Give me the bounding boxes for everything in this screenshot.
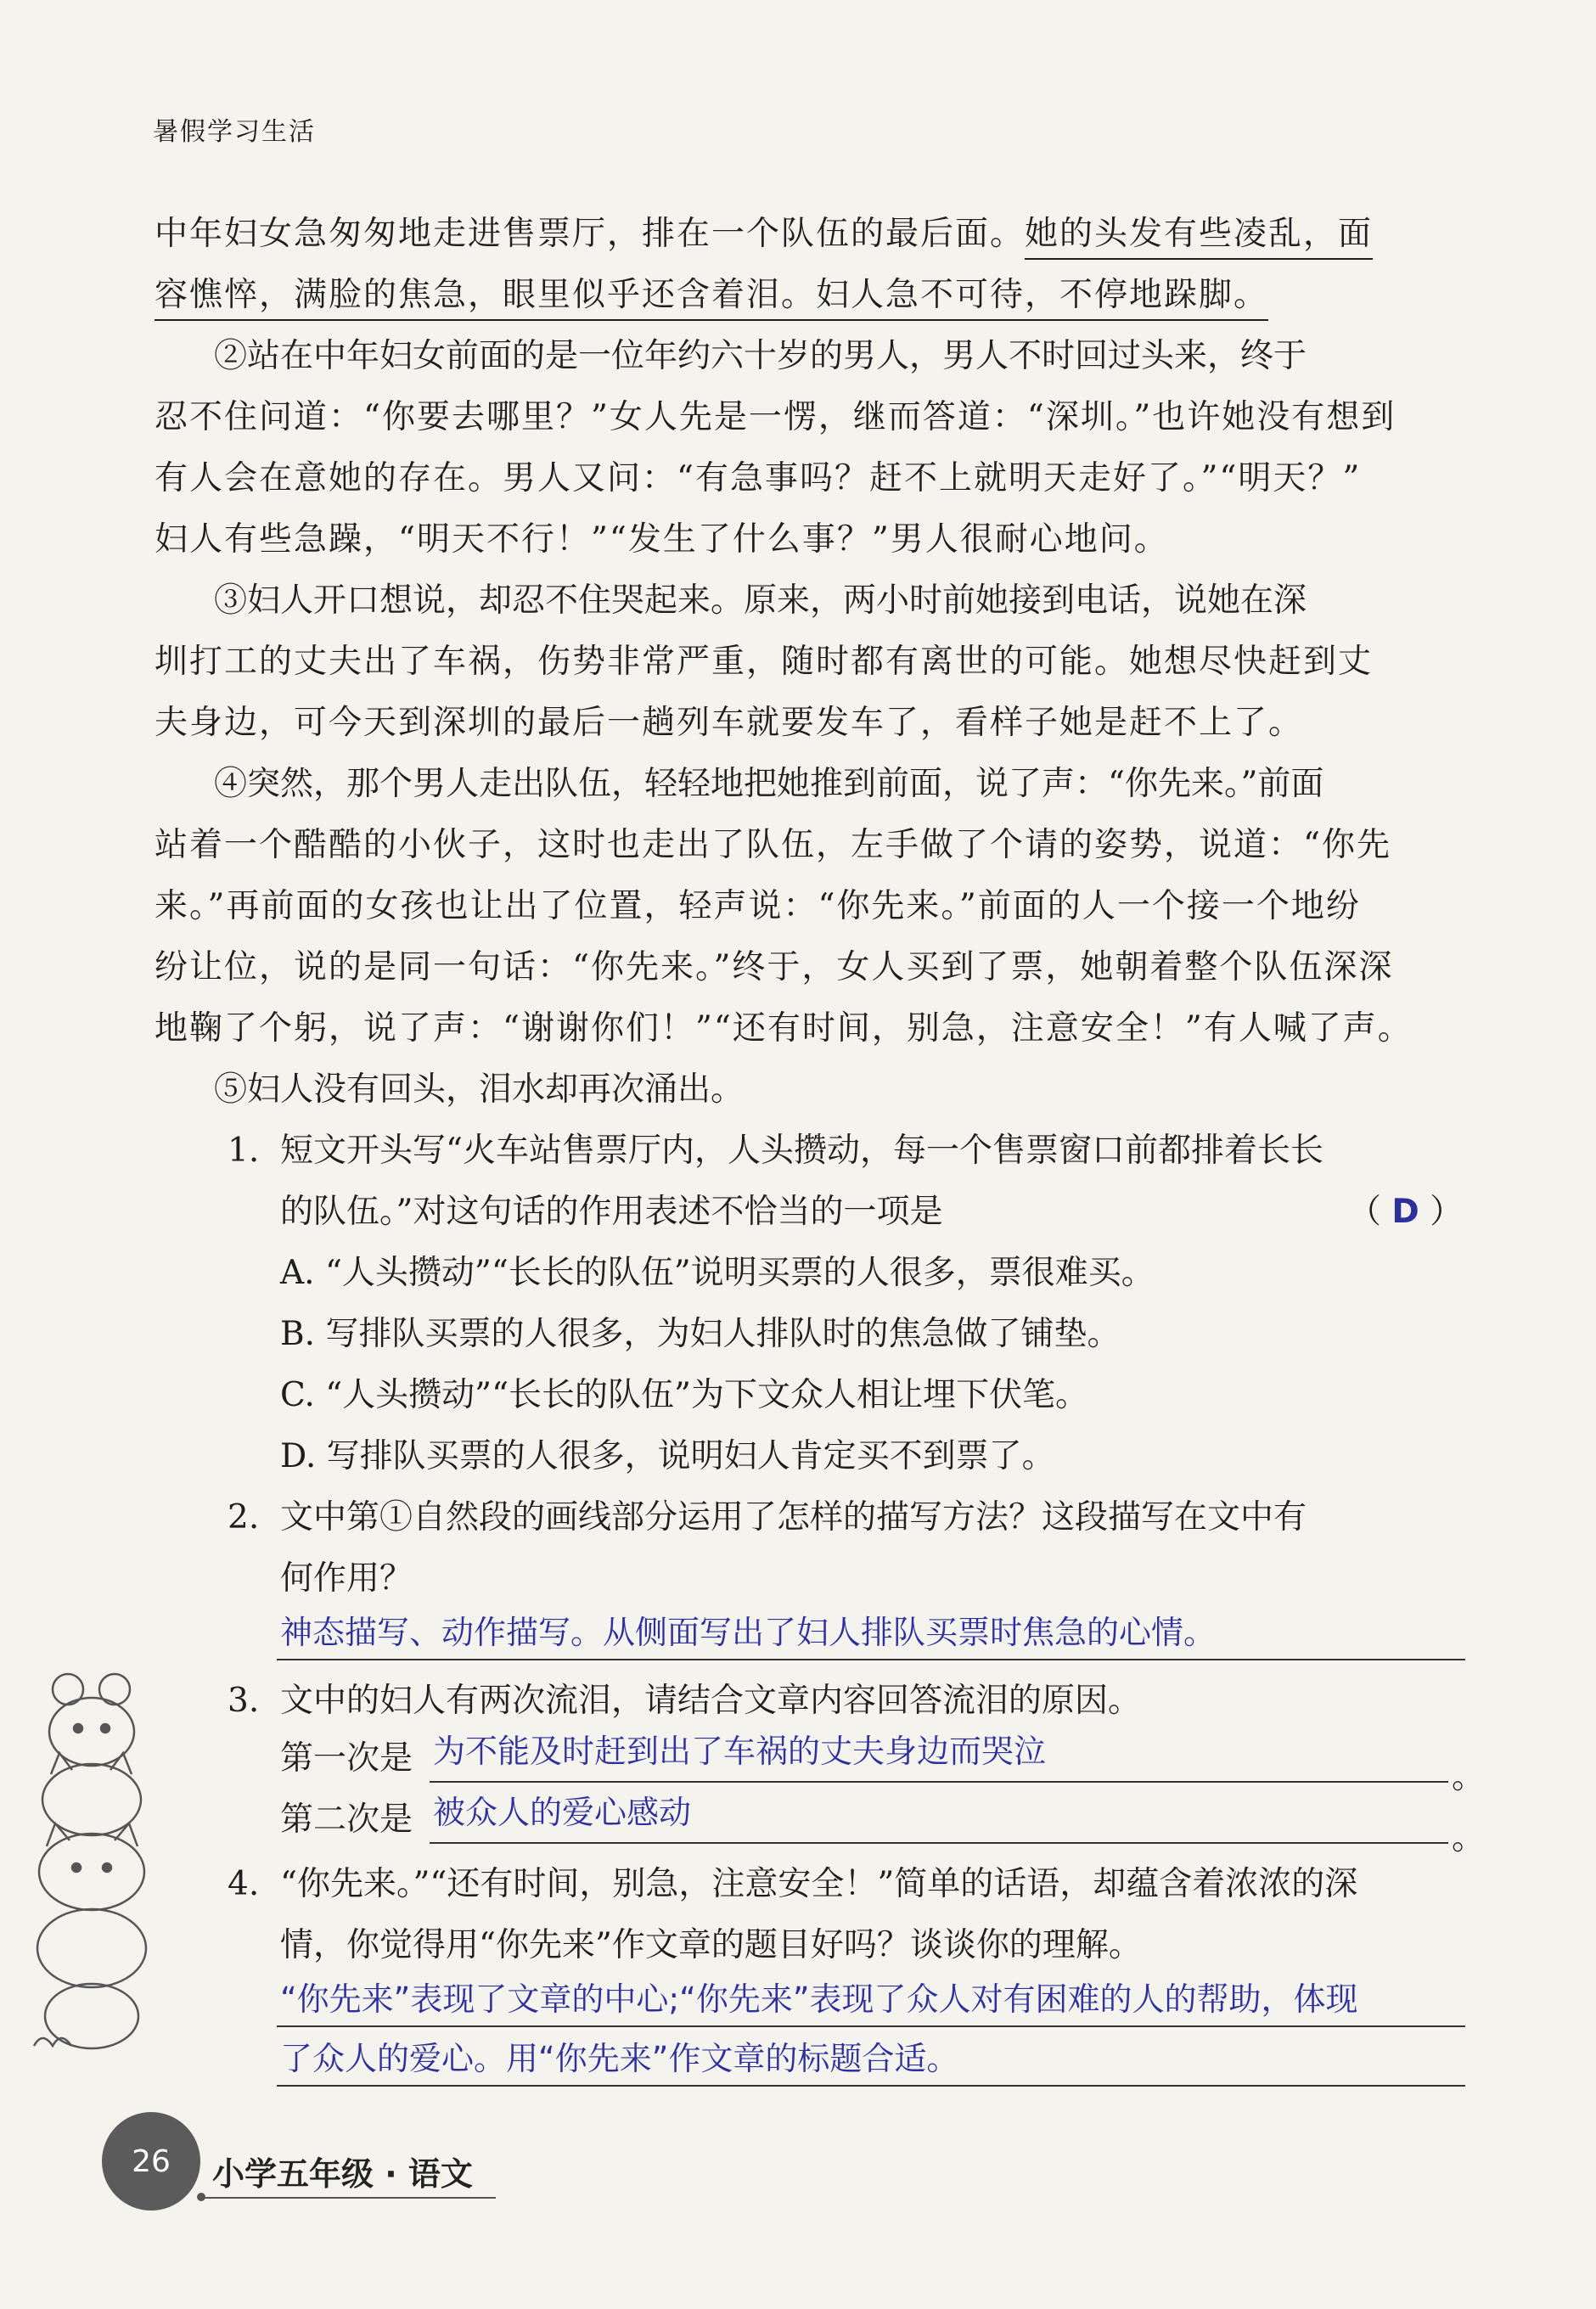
first-cry-label: 第一次是 [280, 1739, 413, 1778]
first-cry-answer: 为不能及时赶到出了车祸的丈夫身边而哭泣 [433, 1733, 1047, 1770]
page-number: 26 [132, 2143, 171, 2179]
passage-line: 来。”再前面的女孩也让出了位置，轻声说：“你先来。”前面的人一个接一个地纷 [155, 887, 1361, 925]
passage-line: 有人会在意她的存在。男人又问：“有急事吗？赶不上就明天走好了。”“明天？” [155, 459, 1362, 497]
period: 。 [1452, 1819, 1486, 1857]
question-4-line-2: 情，你觉得用“你先来”作文章的题目好吗？谈谈你的理解。 [280, 1926, 1142, 1964]
question-3-line-1: 文中的妇人有两次流泪，请结合文章内容回答流泪的原因。 [280, 1682, 1142, 1720]
period: 。 [1452, 1758, 1486, 1796]
page-header: 暑假学习生活 [153, 117, 316, 147]
question-1-number: 1. [228, 1132, 260, 1170]
question-2-number: 2. [228, 1498, 260, 1537]
passage-line: ④突然，那个男人走出队伍，轻轻地把她推到前面，说了声：“你先来。”前面 [214, 765, 1324, 803]
passage-line: 圳打工的丈夫出了车祸，伤势非常严重，随时都有离世的可能。她想尽快赶到丈 [155, 643, 1374, 681]
passage-line: 夫身边，可今天到深圳的最后一趟列车就要发车了，看样子她是赶不上了。 [155, 704, 1304, 742]
cat-stack-illustration-icon [17, 1655, 161, 2063]
answer-paren [1348, 1188, 1463, 1236]
footer-title: 小学五年级 · 语文 [212, 2155, 473, 2193]
footer-line [200, 2197, 496, 2199]
question-2-line-1: 文中第①自然段的画线部分运用了怎样的描写方法？这段描写在文中有 [280, 1498, 1307, 1537]
answer-line [430, 1781, 1448, 1783]
question-1-line-1: 短文开头写“火车站售票厅内，人头攒动，每一个售票窗口前都排着长长 [280, 1132, 1323, 1170]
question-4-number: 4. [228, 1865, 260, 1903]
passage-line-2 [155, 272, 1268, 319]
passage-line: ②站在中年妇女前面的是一位年约六十岁的男人，男人不时回过头来，终于 [214, 337, 1307, 375]
answer-line [277, 1659, 1465, 1660]
underlined-text: 容憔悴，满脸的焦急，眼里似乎还含着泪。妇人急不可待，不停地跺脚。 [155, 276, 1268, 321]
passage-line: ⑤妇人没有回头，泪水却再次涌出。 [214, 1070, 745, 1109]
option-a: A. “人头攒动”“长长的队伍”说明买票的人很多，票很难买。 [280, 1254, 1155, 1292]
option-b: B. 写排队买票的人很多，为妇人排队时的焦急做了铺垫。 [280, 1315, 1121, 1353]
answer-line [277, 2085, 1465, 2087]
answer-line [430, 1842, 1448, 1844]
passage-line: 妇人有些急躁，“明天不行！”“发生了什么事？”男人很耐心地问。 [155, 520, 1169, 559]
question-4-answer-line-2: 了众人的爱心。用“你先来”作文章的标题合适。 [280, 2040, 959, 2077]
passage-text: 中年妇女急匆匆地走进售票厅，排在一个队伍的最后面。 [155, 215, 1026, 253]
question-4-answer-line-1: “你先来”表现了文章的中心;“你先来”表现了众人对有困难的人的帮助，体现 [280, 1980, 1358, 2018]
question-1-answer: D [1391, 1193, 1419, 1231]
passage-line: 忍不住问道：“你要去哪里？”女人先是一愣，继而答道：“深圳。”也许她没有想到 [155, 398, 1396, 436]
passage-line-1 [155, 211, 1373, 258]
question-2-answer: 神态描写、动作描写。从侧面写出了妇人排队买票时焦急的心情。 [280, 1614, 1217, 1651]
passage-line: ③妇人开口想说，却忍不住哭起来。原来，两小时前她接到电话，说她在深 [214, 581, 1307, 620]
question-1-line-2: 的队伍。”对这句话的作用表述不恰当的一项是 [280, 1193, 943, 1231]
answer-line [277, 2025, 1465, 2027]
option-d: D. 写排队买票的人很多，说明妇人肯定买不到票了。 [280, 1437, 1055, 1475]
passage-line: 纷让位，说的是同一句话：“你先来。”终于，女人买到了票，她朝着整个队伍深深 [155, 948, 1394, 986]
option-c: C. “人头攒动”“长长的队伍”为下文众人相让埋下伏笔。 [280, 1376, 1088, 1414]
underlined-text: 她的头发有些凌乱，面 [1025, 215, 1373, 260]
second-cry-answer: 被众人的爱心感动 [433, 1794, 692, 1831]
passage-line: 地鞠了个躬，说了声：“谢谢你们！”“还有时间，别急，注意安全！”有人喊了声。 [155, 1009, 1413, 1048]
question-2-line-2: 何作用？ [280, 1559, 413, 1598]
question-4-line-1: “你先来。”“还有时间，别急，注意安全！”简单的话语，却蕴含着浓浓的深 [280, 1865, 1358, 1903]
passage-line: 站着一个酷酷的小伙子，这时也走出了队伍，左手做了个请的姿势，说道：“你先 [155, 826, 1391, 864]
second-cry-label: 第二次是 [280, 1801, 413, 1839]
question-3-number: 3. [228, 1682, 260, 1720]
paren-close: ） [1430, 1193, 1464, 1231]
paren-open: （ [1348, 1193, 1382, 1231]
